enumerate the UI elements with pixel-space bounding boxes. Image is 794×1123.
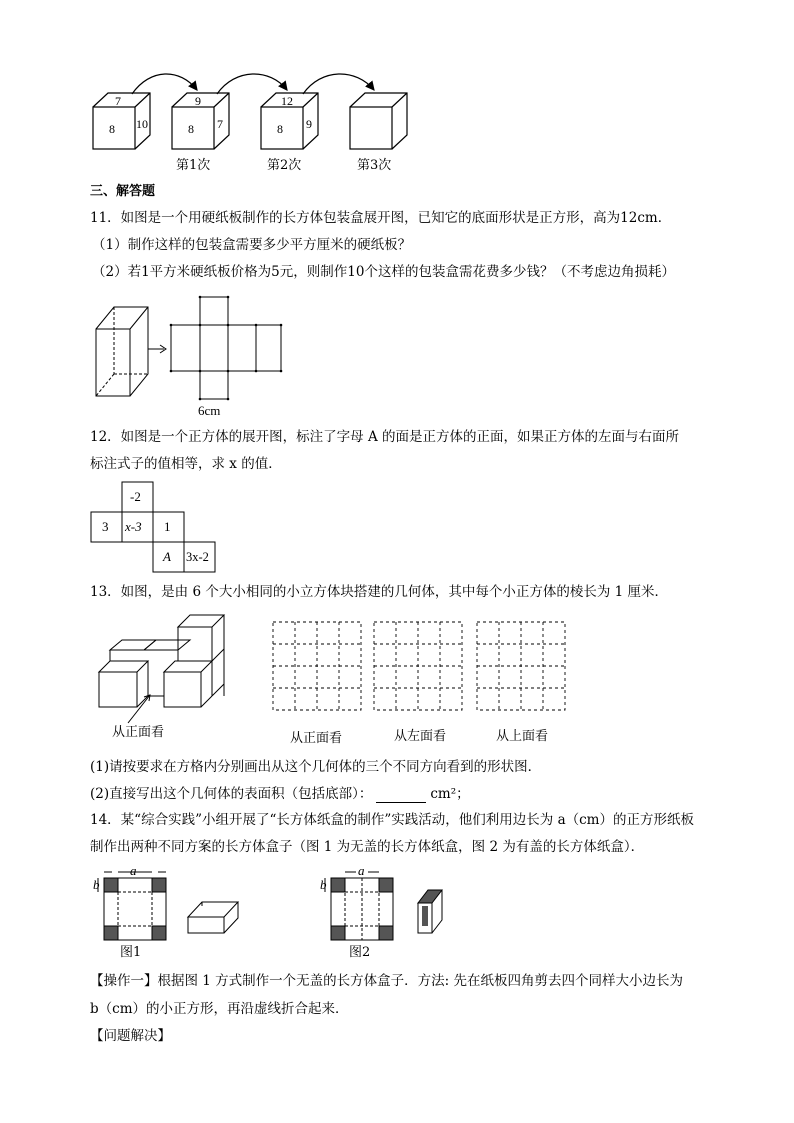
fig1-label-b: b bbox=[93, 877, 100, 892]
cube3-top: 12 bbox=[281, 94, 293, 108]
q11-line3: （2）若1平方米硬纸板价格为5元，则制作10个这样的包装盒需花费多少钱？（不考虑边角损耗） bbox=[92, 264, 675, 280]
fig2-caption: 图2 bbox=[349, 945, 371, 960]
caption-3: 第3次 bbox=[357, 158, 392, 173]
q11-net-label: 6cm bbox=[198, 403, 221, 418]
q12-cell-top: -2 bbox=[130, 489, 141, 504]
q14-op1b: b（cm）的小正方形，再沿虚线折合起来． bbox=[90, 1001, 349, 1017]
cube2-top: 9 bbox=[195, 94, 201, 108]
fig2-board bbox=[325, 872, 393, 940]
q11-line1: 11．如图是一个用硬纸板制作的长方体包装盒展开图，已知它的底面形状是正方形，高为12cm． bbox=[90, 210, 672, 226]
fig2-box bbox=[418, 890, 442, 933]
fig2-label-b: b bbox=[320, 877, 327, 892]
caption-2: 第2次 bbox=[267, 158, 302, 173]
cube1-side: 10 bbox=[136, 117, 148, 131]
fig1-caption: 图1 bbox=[120, 945, 142, 960]
q12-line2: 标注式子的值相等，求 x 的值． bbox=[90, 456, 282, 472]
cube1-top: 7 bbox=[115, 94, 121, 108]
q12-cell-left: 3 bbox=[102, 519, 109, 534]
fig1-board bbox=[98, 872, 166, 940]
cube3-side: 9 bbox=[306, 117, 312, 131]
q13-grid-caption-top: 从上面看 bbox=[496, 729, 549, 744]
cube3-front: 8 bbox=[277, 122, 283, 136]
q12-cell-a: A bbox=[163, 549, 171, 564]
q14-line1: 14．某“综合实践”小组开展了“长方体纸盒的制作”实践活动，他们利用边长为 a（cm）的正方形纸板 bbox=[90, 812, 694, 828]
q13-line1: 13．如图，是由 6 个大小相同的小立方体块搭建的几何体，其中每个小正方体的棱长为 1 厘米． bbox=[90, 584, 669, 600]
q12-cell-expr: 3x-2 bbox=[186, 550, 209, 564]
section-title: 三、解答题 bbox=[90, 184, 156, 199]
cube1-front: 8 bbox=[109, 122, 115, 136]
q13-grid-caption-front: 从正面看 bbox=[290, 731, 343, 746]
q13-grid-caption-left: 从左面看 bbox=[394, 729, 447, 744]
q14-line2: 制作出两种不同方案的长方体盒子（图 1 为无盖的长方体纸盒，图 2 为有盖的长方体纸盒）． bbox=[90, 839, 645, 855]
q13-front-label: 从正面看 bbox=[112, 725, 165, 740]
q13-part2-unit: cm²； bbox=[430, 786, 470, 802]
q12-cell-mid: x-3 bbox=[125, 519, 142, 534]
caption-1: 第1次 bbox=[176, 158, 211, 173]
q13-part1: (1)请按要求在方格内分别画出从这个几何体的三个不同方向看到的形状图． bbox=[90, 759, 542, 775]
q14-op1: 【操作一】根据图 1 方式制作一个无盖的长方体盒子．方法: 先在纸板四角剪去四个同样大小边长为 bbox=[90, 973, 684, 989]
fig1-label-a: a bbox=[130, 863, 137, 878]
q12-cell-right: 1 bbox=[164, 519, 171, 534]
cube2-front: 8 bbox=[188, 122, 194, 136]
fig2-label-a: a bbox=[358, 863, 365, 878]
cube2-side: 7 bbox=[217, 117, 223, 131]
q11-line2: （1）制作这样的包装盒需要多少平方厘米的硬纸板？ bbox=[92, 237, 412, 253]
q13-part2-text: (2)直接写出这个几何体的表面积（包括底部）： bbox=[90, 786, 373, 802]
q14-solve: 【问题解决】 bbox=[90, 1028, 171, 1044]
q12-line1: 12．如图是一个正方体的展开图，标注了字母 A 的面是正方体的正面，如果正方体的左面与右面所 bbox=[90, 429, 680, 445]
fig1-box bbox=[188, 902, 238, 933]
